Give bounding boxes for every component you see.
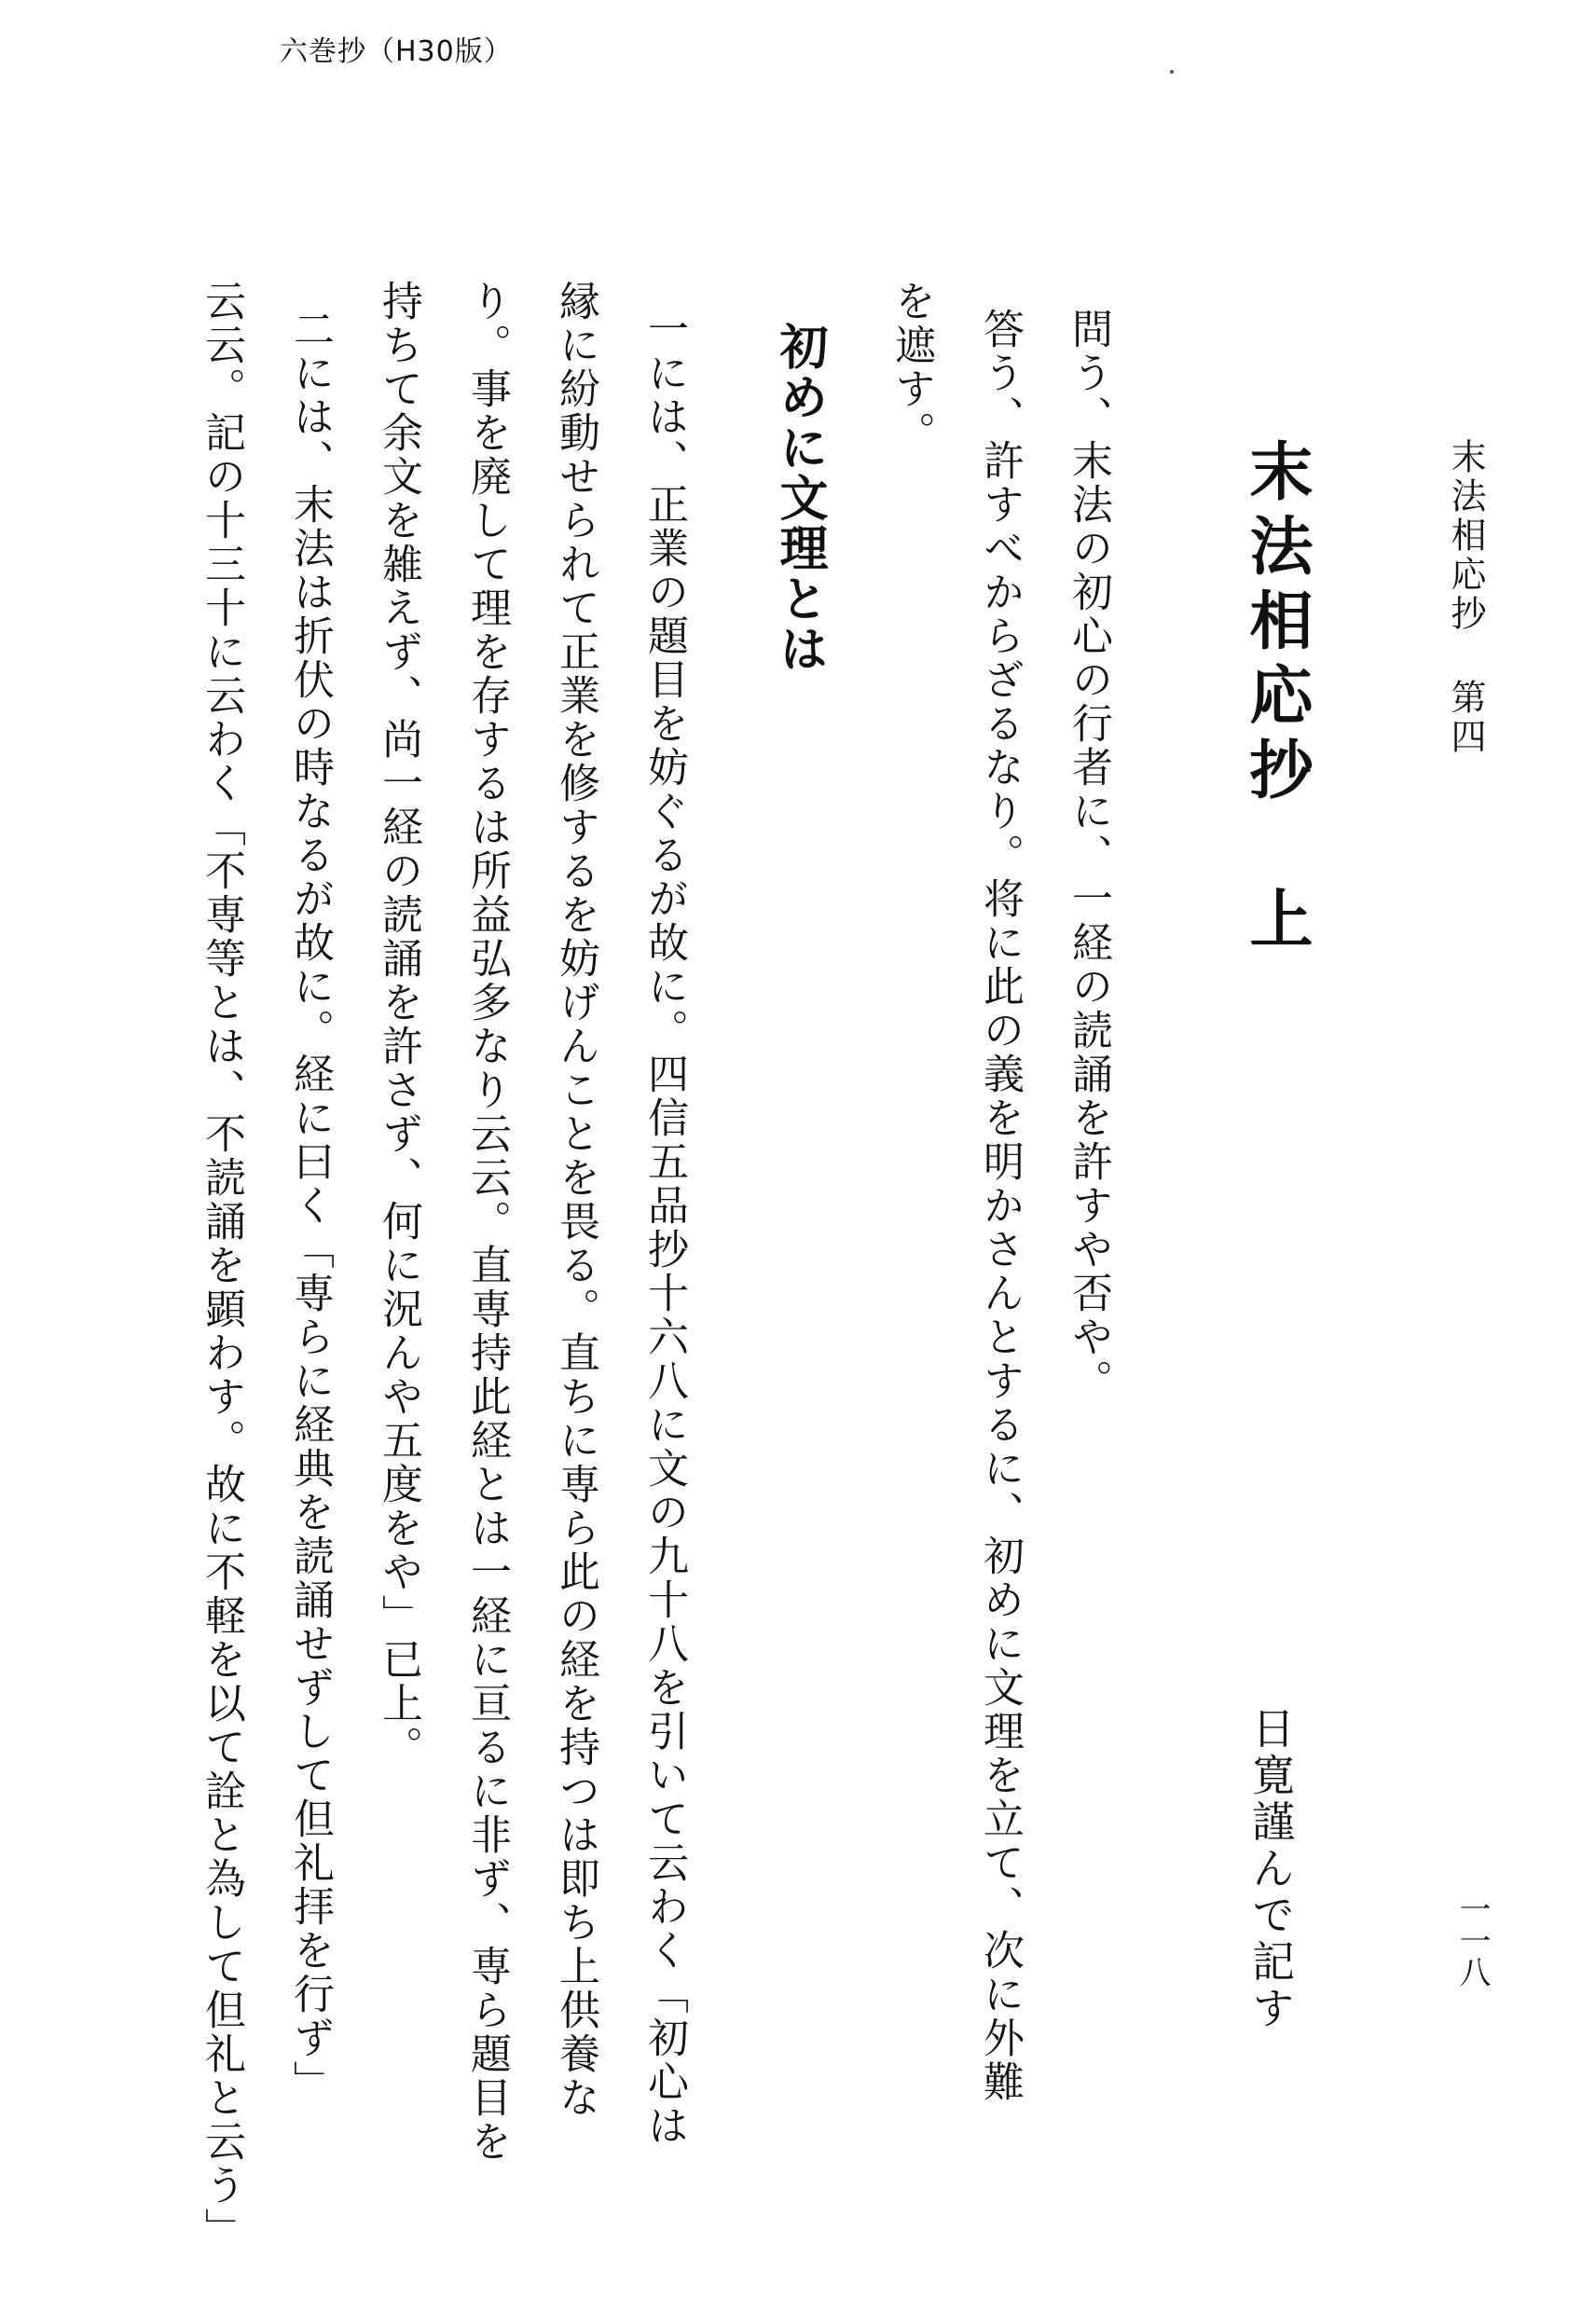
- section-heading: 初めに文理とは: [771, 322, 827, 674]
- text-line-point-two: 二には、末法は折伏の時なるが故に。経に曰く「専らに経典を読誦せずして但礼拝を行ず」: [286, 308, 334, 2104]
- author-line: 日寛謹んで記す: [1245, 1706, 1296, 2032]
- text-line: り。事を廃して理を存するは所益弘多なり云云。直専持此経とは一経に亘るに非ず、専ら題目を: [463, 280, 511, 2164]
- text-line-question: 問う、末法の初心の行者に、一経の読誦を許すや否や。: [1065, 308, 1112, 1403]
- text-line: 持ちて余文を雑えず、尚一経の読誦を許さず、何に況んや五度をや」已上。: [375, 280, 422, 1769]
- text-line: 縁に紛動せられて正業を修するを妨げんことを畏る。直ちに専ら此の経を持つは即ち上供養な: [552, 280, 599, 2120]
- document-title: 末法相応抄 上: [1239, 438, 1313, 960]
- text-line-answer-cont: を遮す。: [887, 280, 935, 455]
- page-number: 一一八: [1453, 1892, 1491, 1988]
- running-head: 末法相応抄 第四: [1445, 438, 1486, 757]
- text-line-answer: 答う、許すべからざるなり。将に此の義を明かさんとするに、初めに文理を立て、次に外難: [976, 308, 1024, 2104]
- running-header-left: 六巻抄（H30版）: [280, 35, 513, 68]
- text-line-point-one: 一には、正業の題目を妨ぐるが故に。四信五品抄十六八に文の九十八を引いて云わく「初心は: [640, 308, 688, 2148]
- text-line: 云云。記の十三十に云わく「不専等とは、不読誦を顕わす。故に不軽を以て詮と為して但礼と云う」: [198, 280, 245, 2251]
- scan-speck: [1170, 70, 1174, 74]
